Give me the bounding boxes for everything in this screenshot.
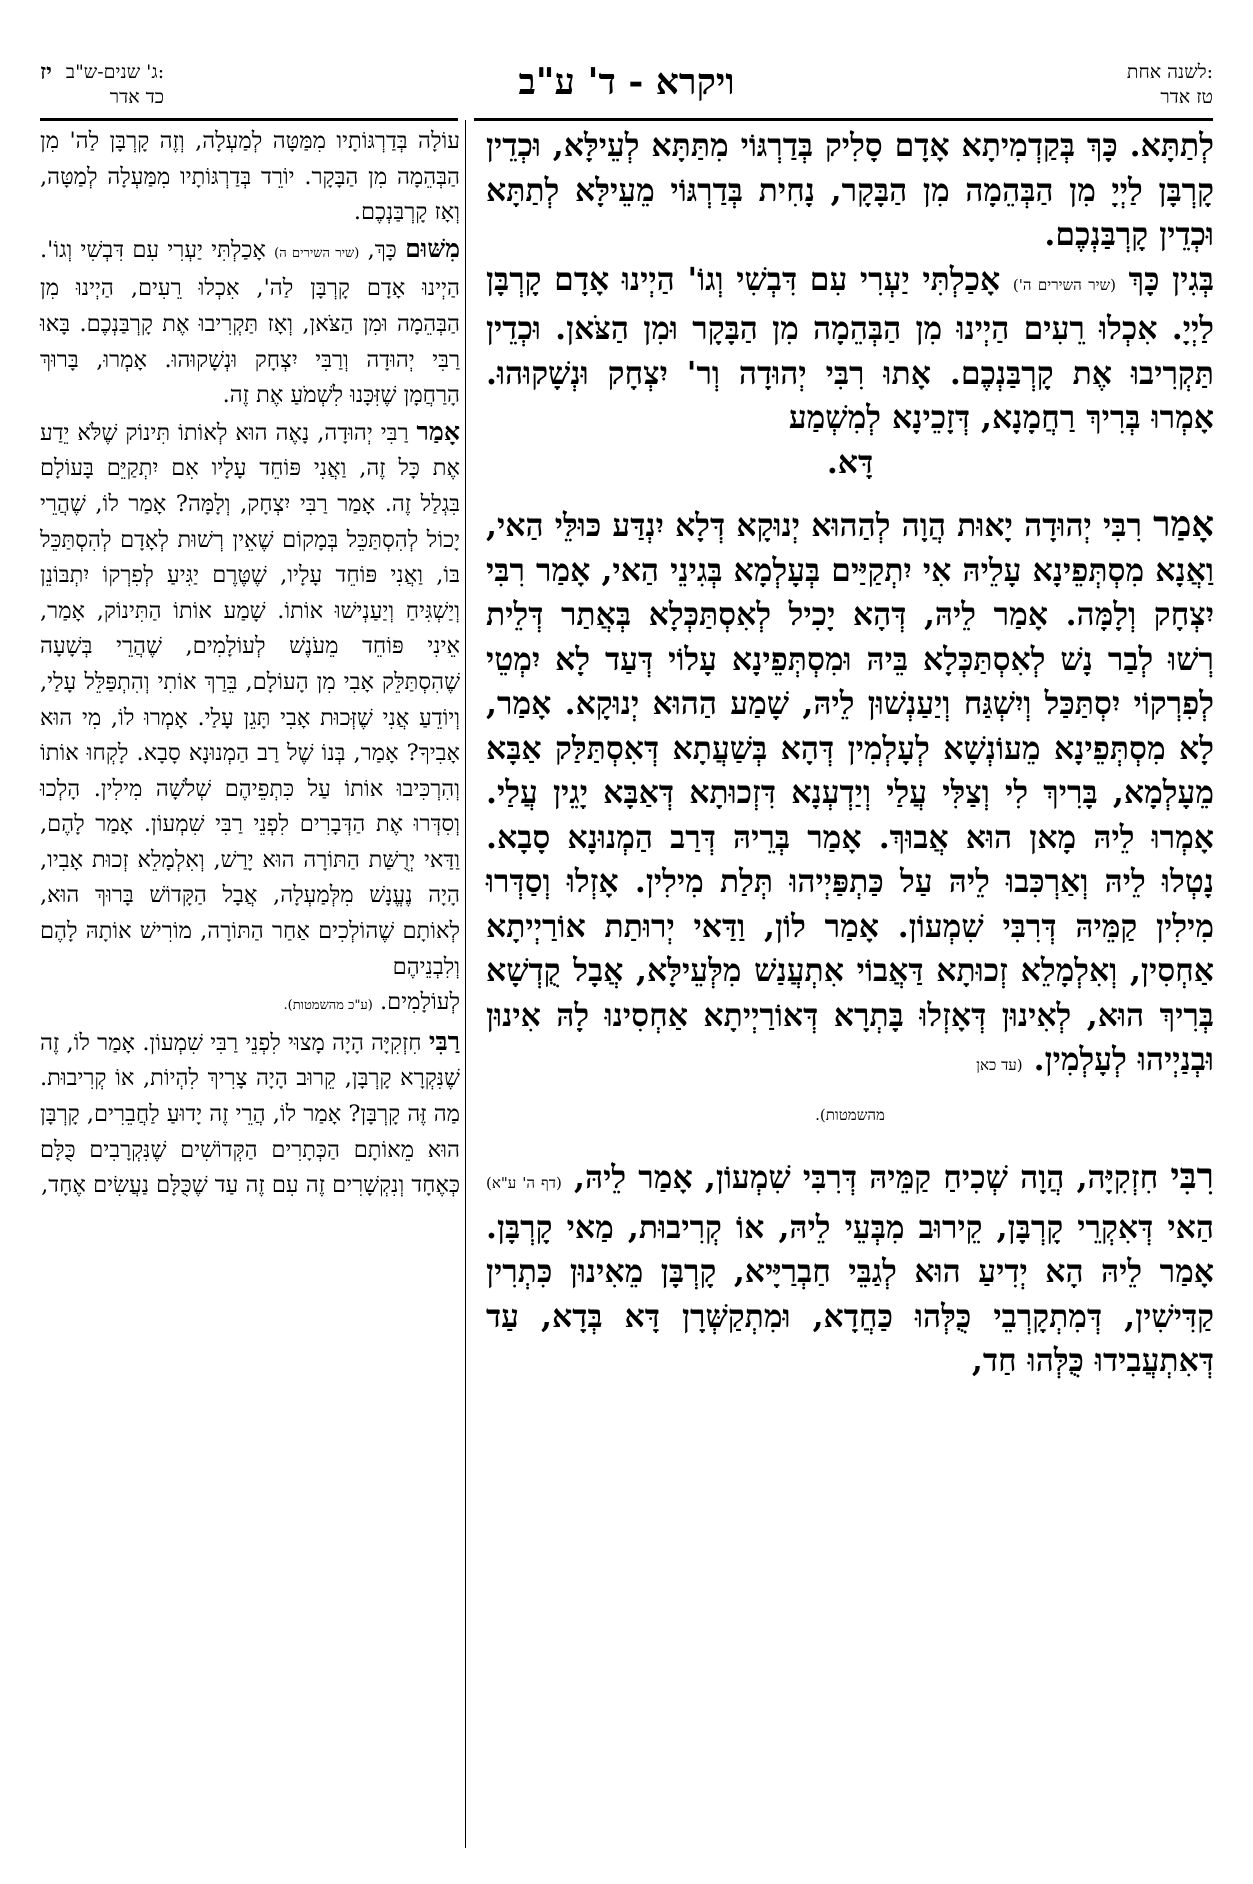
omission-note: (עד כאן xyxy=(976,1056,1023,1074)
folio-reference: (דף ה' ע"א) xyxy=(486,1174,562,1192)
header-left-label xyxy=(40,60,164,110)
side-paragraph-2: מִשּׁוּם כָּךְ, (שיר השירים ה) אָכַלְתִּי יַעְרִי עִם דִּבְשִׁי וְגוֹ'. הַיְינוּ אָדָם קָרְבָּן לַה', אִכְלוּ רֵעִים, הַיְינוּ מִן הַבְּהֵמָה וּמִן הַצֹּאן, וְאָז תַּקְרִיבוּ אֶת קָרְבַּנְכֶם. בָּאוּ רַבִּי יְהוּדָה וְרַבִּי יִצְחָק וּנְשָׁקוּהוּ. אָמְרוּ, בָּרוּךְ הָרַחֲמָן שֶׁזִּכָּנוּ לִשְׁמֹעַ אֶת זֶה. xyxy=(40,232,461,409)
side-omission-note: (ע"כ מהשמטות). xyxy=(283,998,373,1014)
omission-note-end: מהשמטות). xyxy=(815,1105,885,1124)
schedule-three-years-date: כד אדר xyxy=(109,86,165,108)
side-paragraph-3: אָמַר רַבִּי יְהוּדָה, נָאֶה הוּא לְאוֹתוֹ תִּינוֹק שֶׁלֹּא יֵדַע אֶת כָּל זֶה, וַאֲנִי פּוֹחֵד עָלָיו אִם יִתְקַיֵּם בָּעוֹלָם בִּגְלַל זֶה. אָמַר רַבִּי יִצְחָק, וְלָמָּה? אָמַר לוֹ, שֶׁהֲרֵי יָכוֹל לְהִסְתַּכֵּל בְּמָקוֹם שֶׁאֵין רְשׁוּת לְאָדָם לְהִסְתַּכֵּל בּוֹ, וַאֲנִי פּוֹחֵד עָלָיו, שֶׁטֶּרֶם יַגִּיעַ לְפִרְקוֹ יִתְבּוֹנֵן וְיַשְׁגִּיחַ וְיַעַנְישׁוּ אוֹתוֹ. שָׁמַע אוֹתוֹ הַתִּינוֹק, אָמַר, אֵינִי פּוֹחֵד מֵעֹנֶשׁ לְעוֹלָמִים, שֶׁהֲרֵי בְּשָׁעָה שֶׁהִסְתַּלֵּק אָבִי מִן הָעוֹלָם, בֵּרַךְ אוֹתִי וְהִתְפַּלֵּל עָלַי, וְיוֹדֵעַ אֲנִי שֶׁזְּכוּת אָבִי תָּגֵן עָלַי. אָמְרוּ לוֹ, מִי הוּא אָבִיךָ? אָמַר, בְּנוֹ שֶׁל רַב הַמְנוּנָא סָבָא. לָקְחוּ אוֹתוֹ וְהִרְכִּיבוּ אוֹתוֹ עַל כִּתְפֵיהֶם שְׁלֹשָׁה מִילִין. הָלְכוּ וְסִדְּרוּ אֶת הַדְּבָרִים לִפְנֵי רַבִּי שִׁמְעוֹן. אָמַר לָהֶם, וַדַּאי יְרֻשַּׁת הַתּוֹרָה הוּא יָרַשׁ, וְאִלְמָלֵא זְכוּת אָבִיו, הָיָה נֶעֱנָשׁ מִלְּמַעְלָה, אֲבָל הַקָּדוֹשׁ בָּרוּךְ הוּא, לְאוֹתָם שֶׁהוֹלְכִים אַחַר הַתּוֹרָה, מוֹרִישׁ אוֹתָהּ לָהֶם וְלִבְנֵיהֶם xyxy=(40,415,460,980)
page-header xyxy=(40,58,1213,118)
header-rule-right xyxy=(474,118,1213,121)
side-paragraph-3-end: לְעוֹלָמִים. (ע"כ מהשמטות). xyxy=(283,989,460,1016)
side-source-reference: (שיר השירים ה) xyxy=(274,245,360,261)
schedule-one-year: לשנה אחת: xyxy=(1126,61,1213,83)
hebrew-translation-column xyxy=(40,124,460,1204)
main-paragraph-1: לְתַתָּא. כָּךְ בְּקַדְמִיתָא אָדָם סָלִיק בְּדַרְגּוֹי מִתַּתָּא לְעֵילָּא, וּכְדֵין קָרְבָּן לַיְיָ מִן הַבְּהֵמָה מִן הַבָּקָר, נָחִית בְּדַרְגּוֹי מֵעֵילָּא לְתַתָּא וּכְדֵין קָרְבַּנְכֶם. xyxy=(486,127,1214,253)
side-paragraph-1: עוֹלָה בְּדַרְגּוֹתָיו מִמַּטָּה לְמַעְלָה, וְזֶה קָרְבָּן לַה' מִן הַבְּהֵמָה מִן הַבָּקָר. יוֹרֵד בְּדַרְגּוֹתָיו מִמַּעְלָה לְמַטָּה, וְאָז קָרְבַּנְכֶם. xyxy=(40,128,460,226)
schedule-three-years: ג' שנים-ש"ב: xyxy=(65,61,165,83)
page-title: ויקרא - ד' ע"ב xyxy=(518,61,735,103)
source-reference: (שיר השירים ה') xyxy=(1012,275,1116,294)
header-rule-left xyxy=(40,118,458,121)
main-paragraph-3: אָמַר רִבִּי יְהוּדָה יָאוּת הֲוָה לְהַהוּא יְנוּקָא דְּלָא יִנְדַּע כּוּלֵּי הַאי, וַאֲנָא מִסְתְּפֵינָא עָלֵיהּ אִי יִתְקַיַּים בְּעָלְמָא בְּגִינֵי הַאי, אָמַר רִבִּי יִצְחָק וְלָמָּה. אָמַר לֵיהּ, דְּהָא יָכִיל לְאִסְתַּכְּלָא בְּאֲתַר דְּלֵית רְשׁוּ לְבַר נָשׁ לְאִסְתַּכְּלָא בֵּיהּ וּמִסְתְּפֵינָא עָלוֹי דְּעַד לָא יִמְטֵי לְפִרְקוֹי יִסְתַּכַּל וְיִשְׁגַּח וְיַעַנְשׁוּן לֵיהּ, שָׁמַע הַהוּא יְנוּקָא. אָמַר, לָא מִסְתְּפֵינָא מֵעוֹנְשָׁא לְעָלְמִין דְּהָא בְּשַׁעֲתָא דְּאִסְתַּלַּק אַבָּא מֵעָלְמָא, בָּרִיךְ לִי וְצַלִּי עֲלַי וְיַדְעְנָא דִּזְכוּתָא דְּאַבָּא יָגֵין עֲלַי. אָמְרוּ לֵיהּ מָאן הוּא אֲבוּךְ. אָמַר בְּרֵיהּ דְּרַב הַמְנוּנָא סָבָא. נָטְלוּ לֵיהּ וְאַרְכִּבוּ לֵיהּ עַל כַּתְפַּיְיהוּ תְּלַת מִילִין. אָזְלוּ וְסַדְּרוּ מִילִין קַמֵּיהּ דְּרִבִּי שִׁמְעוֹן. אָמַר לוֹן, וַדַּאי יְרוּתַת אוֹרַיְיתָא אַחְסִין, וְאִלְמָלֵא זְכוּתָא דַּאֲבוֹי אִתְעֲנַשׁ מִלְּעֵילָּא, אֲבָל קֻדְשָׁא בְּרִיךְ הוּא, לְאִינוּן דְּאָזְלוּ בָּתְרָא דְּאוֹרַיְיתָא אַחְסִינוּ לָהּ אִינוּן וּבְנַיְיהוּ לְעָלְמִין. (עד כאן xyxy=(486,504,1215,1078)
main-paragraph-4: רִבִּי חִזְקִיָּה, הֲוָה שְׁכִיחַ קַמֵּיהּ דְּרִבִּי שִׁמְעוֹן, אָמַר לֵיהּ, (דף ה' ע"א) הַאי דְּאִקְרֵי קָרְבָּן, קֵירוּב מִבְּעֵי לֵיהּ, אוֹ קְרִיבוּת, מַאי קָרְבָּן. אָמַר לֵיהּ הָא יְדִיעַ הוּא לְגַבֵּי חַבְרַיָּיא, קָרְבָּן מֵאִינוּן כִּתְרִין קַדִּישִׁין, דְּמִתְקָרְבֵי כֻּלְּהוּ כַּחֲדָא, וּמִתְקַשְּׁרָן דָּא בְּדָא, עַד דְּאִתְעֲבִידוּ כֻּלְּהוּ חַד, xyxy=(486,1156,1214,1379)
zohar-aramaic-column xyxy=(486,124,1214,1384)
main-paragraph-2: בְּגִין כָּךְ (שיר השירים ה') אָכַלְתִּי יַעְרִי עִם דִּבְשִׁי וְגוֹ' הַיְינוּ אָדָם קָרְבָּן לַיְיָ. אִכְלוּ רֵעִים הַיְינוּ מִן הַבְּהֵמָה מִן הַבָּקָר וּמִן הַצֹּאן. וּכְדֵין תַּקְרִיבוּ אֶת קָרְבַּנְכֶם. אָתוּ רִבִּי יְהוּדָה וְר' יִצְחָק וּנְשָׁקוּהוּ. אָמְרוּ בְּרִיךְ רַחֲמָנָא, דְּזָכֵינָא לְמִשְׁמַע xyxy=(486,260,1215,436)
main-paragraph-2-end: דָּא. xyxy=(826,443,874,481)
schedule-one-year-date: טז אדר xyxy=(1160,86,1213,108)
side-paragraph-4: רַבִּי חִזְקִיָּה הָיָה מָצוּי לִפְנֵי רַבִּי שִׁמְעוֹן. אָמַר לוֹ, זֶה שֶׁנִּקְרָא קָרְבָּן, קֵרוּב הָיָה צָרִיךְ לִהְיוֹת, אוֹ קְרִיבוּת. מַה זֶּה קָרְבָּן? אָמַר לוֹ, הֲרֵי זֶה יָדוּעַ לַחֲבֵרִים, קָרְבָּן הוּא מֵאוֹתָם הַכְּתָרִים הַקְּדוֹשִׁים שֶׁנִּקְרָבִים כֻּלָּם כְּאֶחָד וְנִקְשָׁרִים זֶה עִם זֶה עַד שֶׁכֻּלָּם נַעֲשִׂים אֶחָד, xyxy=(40,1025,461,1199)
column-divider xyxy=(465,120,466,1848)
page-number: יז xyxy=(40,59,52,85)
